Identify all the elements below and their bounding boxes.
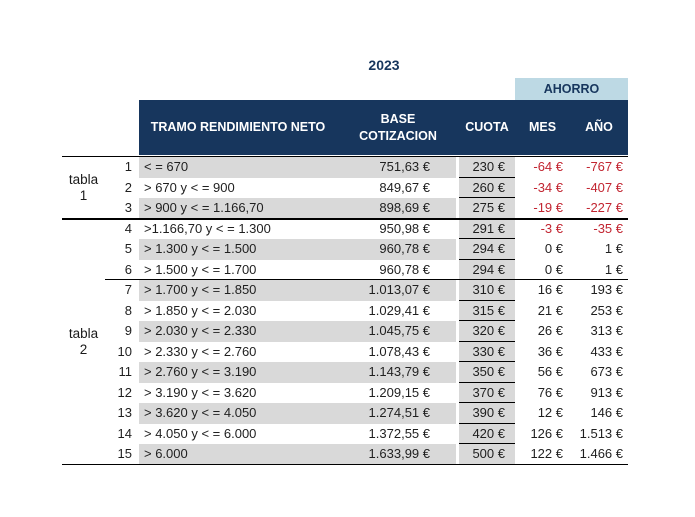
- page-title-year: 2023: [368, 57, 400, 73]
- row-number-cell: 15: [117, 446, 132, 461]
- cuota-cell: 310 €: [459, 280, 515, 301]
- column-header-mes-label: MES: [528, 120, 557, 135]
- ahorro-ano-cell: 1 €: [604, 261, 623, 277]
- base-cotizacion-cell: 1.013,07 €: [337, 280, 456, 301]
- row-number-cell: 2: [124, 179, 132, 195]
- tramo-cell: > 2.330 y < = 2.760: [144, 343, 257, 359]
- row-left-gutter: [62, 239, 105, 260]
- row-left-gutter: [62, 444, 105, 465]
- row-left-gutter: [62, 301, 105, 322]
- base-cotizacion-cell: 1.209,15 €: [368, 384, 430, 400]
- base-cotizacion-cell: 1.078,43 €: [368, 343, 430, 359]
- row-number-cell: 6: [124, 261, 132, 277]
- table-row: [62, 301, 628, 322]
- cuota-cell: 275 €: [459, 198, 515, 219]
- tramo-cell: > 3.620 y < = 4.050: [139, 403, 337, 424]
- ahorro-ano-cell: 146 €: [590, 405, 623, 420]
- table-row: [62, 178, 628, 199]
- ahorro-mes-cell: 36 €: [537, 343, 563, 359]
- row-left-gutter: [62, 383, 105, 404]
- row-number-cell: 4: [124, 220, 132, 236]
- tramo-cell: > 1.700 y < = 1.850: [139, 280, 337, 301]
- column-header-ano-label: AÑO: [585, 120, 613, 135]
- ahorro-mes-cell: 56 €: [537, 364, 563, 379]
- base-cotizacion-cell: 1.372,55 €: [368, 425, 430, 441]
- cuota-cell: 230 €: [459, 157, 515, 178]
- cuota-cell: 370 €: [459, 383, 515, 404]
- ahorro-mes-cell: -3 €: [540, 220, 563, 236]
- column-header-cuota-label: CUOTA: [465, 120, 509, 135]
- group-label-tabla-2-number: 2: [79, 341, 88, 357]
- table-row: [62, 424, 628, 445]
- row-left-gutter: [62, 280, 105, 301]
- row-number-cell: 5: [124, 241, 132, 256]
- ahorro-mes-cell: 122 €: [530, 446, 563, 461]
- row-left-gutter: [62, 403, 105, 424]
- base-cotizacion-cell: 898,69 €: [337, 198, 456, 219]
- cuota-cell: 294 €: [459, 260, 515, 281]
- column-header-tramo: [139, 100, 337, 155]
- row-number-cell: 13: [117, 405, 132, 420]
- ahorro-ano-cell: 313 €: [590, 323, 623, 338]
- ahorro-mes-cell: 26 €: [537, 323, 563, 338]
- base-cotizacion-cell: 1.143,79 €: [337, 362, 456, 383]
- row-left-gutter: [62, 362, 105, 383]
- tramo-cell: > 3.190 y < = 3.620: [144, 384, 257, 400]
- row-number-cell: 1: [124, 159, 132, 174]
- base-cotizacion-cell: 960,78 €: [379, 261, 430, 277]
- base-cotizacion-cell: 1.633,99 €: [337, 444, 456, 465]
- ahorro-mes-cell: -19 €: [533, 200, 563, 215]
- ahorro-ano-cell: 1 €: [604, 241, 623, 256]
- table-top-border: [62, 156, 628, 158]
- column-header-base-line1: BASE: [380, 112, 416, 127]
- ahorro-mes-cell: 12 €: [537, 405, 563, 420]
- table-row: [62, 444, 628, 465]
- table-row: [62, 342, 628, 363]
- ahorro-ano-cell: -227 €: [586, 200, 623, 215]
- row-left-gutter: [62, 424, 105, 445]
- table-body: [62, 157, 628, 465]
- tramo-cell: > 2.760 y < = 3.190: [139, 362, 337, 383]
- ahorro-mes-cell: -64 €: [533, 159, 563, 174]
- base-cotizacion-cell: 1.029,41 €: [368, 302, 430, 318]
- tramo-cell: > 1.300 y < = 1.500: [139, 239, 337, 260]
- column-header-mes: [515, 100, 570, 155]
- tramo-cell: > 4.050 y < = 6.000: [144, 425, 257, 441]
- row-left-gutter: [62, 219, 105, 240]
- cuota-cell: 390 €: [459, 403, 515, 424]
- ahorro-column-group-header: AHORRO: [515, 78, 628, 100]
- table-row: [62, 321, 628, 342]
- table-row: [62, 198, 628, 219]
- table-row: [62, 362, 628, 383]
- ahorro-mes-cell: 21 €: [537, 302, 563, 318]
- tramo-cell: > 900 y < = 1.166,70: [139, 198, 337, 219]
- table-bottom-border: [62, 464, 628, 466]
- ahorro-mes-cell: 126 €: [530, 425, 563, 441]
- cuota-cell: 330 €: [459, 342, 515, 363]
- column-header-base-line2: COTIZACION: [359, 128, 437, 143]
- row-number-cell: 9: [124, 323, 132, 338]
- base-cotizacion-cell: 1.274,51 €: [337, 403, 456, 424]
- ahorro-mes-cell: 0 €: [544, 261, 563, 277]
- tramo-cell: > 6.000: [139, 444, 337, 465]
- tramo-cell: < = 670: [139, 157, 337, 178]
- cuota-cell: 291 €: [459, 219, 515, 240]
- column-header-tramo-label: TRAMO RENDIMIENTO NETO: [150, 120, 326, 135]
- group-label-tabla-1-text: tabla: [68, 172, 99, 187]
- row-number-cell: 7: [124, 282, 132, 297]
- cuota-cell: 500 €: [459, 444, 515, 465]
- tramo-cell: > 2.030 y < = 2.330: [139, 321, 337, 342]
- ahorro-mes-cell: 0 €: [544, 241, 563, 256]
- row-left-gutter: [62, 260, 105, 281]
- ahorro-ano-cell: 253 €: [590, 302, 623, 318]
- ahorro-ano-cell: 913 €: [590, 384, 623, 400]
- ahorro-mes-cell: 76 €: [537, 384, 563, 400]
- cuota-cell: 320 €: [459, 321, 515, 342]
- row-number-cell: 11: [118, 364, 132, 379]
- row-number-cell: 12: [117, 384, 132, 400]
- cuota-cell: 420 €: [459, 424, 515, 445]
- base-cotizacion-cell: 960,78 €: [337, 239, 456, 260]
- column-header-cuota: [459, 100, 515, 155]
- group-label-tabla-2: [62, 326, 105, 358]
- row-number-cell: 14: [117, 425, 132, 441]
- tramo-cell: > 1.500 y < = 1.700: [144, 261, 257, 277]
- table-row: [62, 280, 628, 301]
- group-label-tabla-1-number: 1: [79, 187, 88, 203]
- cuota-cell: 315 €: [459, 301, 515, 322]
- tabla1-tabla2-separator-border: [62, 218, 628, 220]
- ahorro-ano-cell: -767 €: [586, 159, 623, 174]
- tramo-cell: > 670 y < = 900: [144, 179, 235, 195]
- table-row: [62, 260, 628, 281]
- tramo-cell: >1.166,70 y < = 1.300: [144, 220, 271, 236]
- tramo-cell: > 1.850 y < = 2.030: [144, 302, 257, 318]
- ahorro-ano-cell: 1.513 €: [579, 425, 623, 441]
- table-row: [62, 239, 628, 260]
- group-label-tabla-1: [62, 172, 105, 204]
- base-cotizacion-cell: 849,67 €: [379, 179, 430, 195]
- ahorro-ano-cell: 673 €: [590, 364, 623, 379]
- table-row: [62, 383, 628, 404]
- ahorro-ano-cell: -35 €: [593, 220, 623, 236]
- ahorro-ano-cell: 433 €: [590, 343, 623, 359]
- base-cotizacion-cell: 751,63 €: [337, 157, 456, 178]
- row-number-cell: 10: [117, 343, 132, 359]
- column-header-base-cotizacion: [337, 100, 459, 155]
- base-cotizacion-cell: 950,98 €: [379, 220, 430, 236]
- cuota-cell: 260 €: [459, 178, 515, 199]
- base-cotizacion-cell: 1.045,75 €: [337, 321, 456, 342]
- ahorro-mes-cell: -34 €: [533, 179, 563, 195]
- cuota-cell: 294 €: [459, 239, 515, 260]
- row-number-cell: 3: [124, 200, 132, 215]
- group-label-tabla-2-text: tabla: [68, 326, 99, 341]
- ahorro-mes-cell: 16 €: [537, 282, 563, 297]
- row-number-cell: 8: [124, 302, 132, 318]
- column-header-ano: [570, 100, 628, 155]
- cuota-cell: 350 €: [459, 362, 515, 383]
- table-row: [62, 157, 628, 178]
- table-row: [62, 219, 628, 240]
- table-row: [62, 403, 628, 424]
- ahorro-ano-cell: 1.466 €: [579, 446, 623, 461]
- ahorro-ano-cell: 193 €: [590, 282, 623, 297]
- row6-separator-border: [105, 279, 628, 281]
- table-header-row: [139, 100, 628, 155]
- ahorro-ano-cell: -407 €: [586, 179, 623, 195]
